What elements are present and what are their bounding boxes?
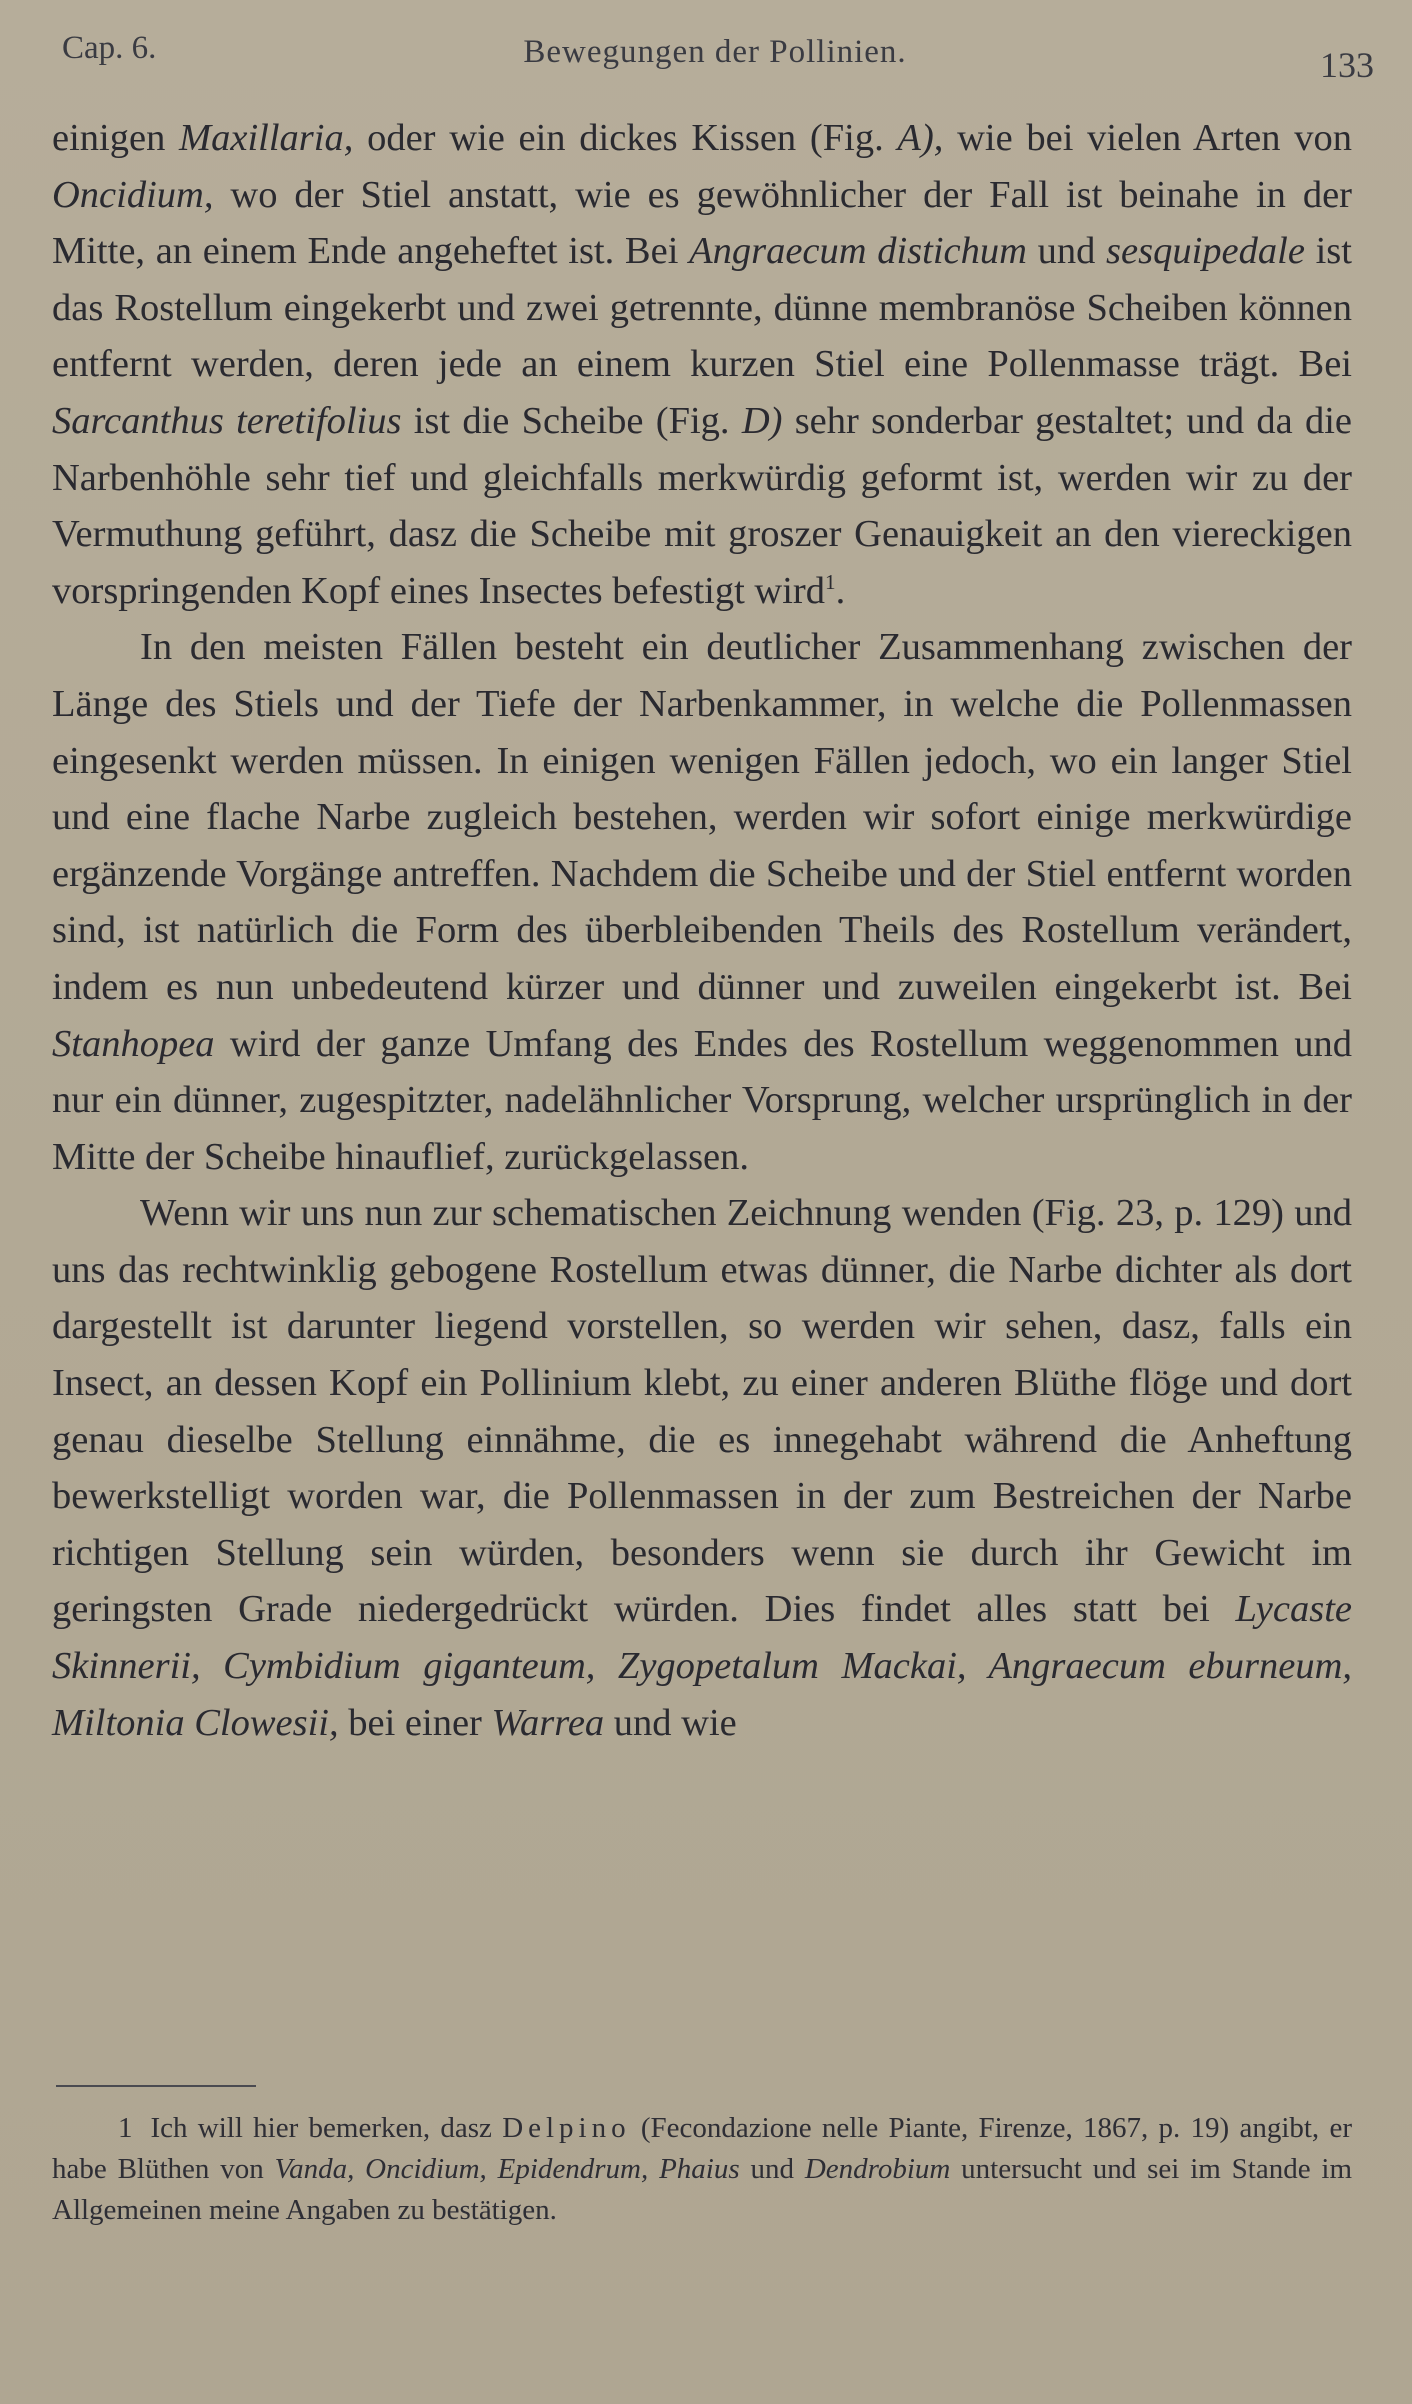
footnote-reference: 1 bbox=[825, 569, 836, 594]
running-title: Bewegungen der Pollinien. bbox=[523, 34, 907, 70]
running-header bbox=[56, 30, 1374, 90]
paragraph-2: In den meisten Fällen besteht ein deutlicher Zusammenhang zwischen der Länge des Stiels und der Tiefe der Narbenkammer, in welche die Pollenmassen eingesenkt werden müssen. In einigen wenigen Fällen jedoch, wo ein langer Stiel und eine flache Narbe zugleich bestehen, werden wir sofort einige merkwürdige ergänzende Vorgänge antreffen. Nachdem die Scheibe und der Stiel entfernt worden sind, ist natürlich die Form des überbleibenden Theils des Rostellum verändert, indem es nun unbedeutend kürzer und dünner und zuweilen eingekerbt ist. Bei Stanhopea wird der ganze Umfang des Endes des Rostellum weggenommen und nur ein dünner, zugespitzter, nadelähnlicher Vorsprung, welcher ursprünglich in der Mitte der Scheibe hinauflief, zurückgelassen. bbox=[52, 626, 1352, 1178]
footnote: 1 Ich will hier bemerken, dasz Delpino (Fecondazione nelle Piante, Firenze, 1867, p. 19) angibt, er habe Blüthen von Vanda, Oncidium, Epidendrum, Phaius und Dendrobium untersucht und sei im Stande im Allgemeinen meine Angaben zu bestätigen. bbox=[52, 2112, 1353, 2226]
footnote-divider bbox=[56, 2085, 256, 2087]
footnote-mark: 1 bbox=[118, 2112, 133, 2144]
body-text bbox=[52, 110, 1352, 1751]
paragraph-3: Wenn wir uns nun zur schematischen Zeichnung wenden (Fig. 23, p. 129) und uns das rechtwinklig gebogene Rostellum etwas dünner, die Narbe dichter als dort dargestellt ist darunter liegend vorstellen, so werden wir sehen, dasz, falls ein Insect, an dessen Kopf ein Pollinium klebt, zu einer anderen Blüthe flöge und dort genau dieselbe Stellung einnähme, die es innegehabt während die Anheftung bewerkstelligt worden war, die Pollenmassen in der zum Bestreichen der Narbe richtigen Stellung sein würden, besonders wenn sie durch ihr Gewicht im geringsten Grade niedergedrückt würden. Dies findet alles statt bei Lycaste Skinnerii, Cymbidium giganteum, Zygopetalum Mackai, Angraecum eburneum, Miltonia Clowesii, bei einer Warrea und wie bbox=[52, 1192, 1352, 1744]
chapter-label: Cap. 6. bbox=[62, 30, 157, 66]
paragraph-1: einigen Maxillaria, oder wie ein dickes Kissen (Fig. A), wie bei vielen Arten von Oncidium, wo der Stiel anstatt, wie es gewöhnlicher der Fall ist beinahe in der Mitte, an einem Ende angeheftet ist. Bei Angraecum distichum und sesquipedale ist das Rostellum eingekerbt und zwei getrennte, dünne membranöse Scheiben können entfernt werden, deren jede an einem kurzen Stiel eine Pollenmasse trägt. Bei Sarcanthus teretifolius ist die Scheibe (Fig. D) sehr sonderbar gestaltet; und da die Narbenhöhle sehr tief und gleichfalls merkwürdig geformt ist, werden wir zu der Vermuthung geführt, dasz die Scheibe mit groszer Genauigkeit an den viereckigen vorspringenden Kopf eines Insectes befestigt wird$^1$. bbox=[52, 117, 1353, 612]
author-name: Delpino bbox=[502, 2112, 631, 2144]
page-number: 133 bbox=[1320, 45, 1374, 85]
